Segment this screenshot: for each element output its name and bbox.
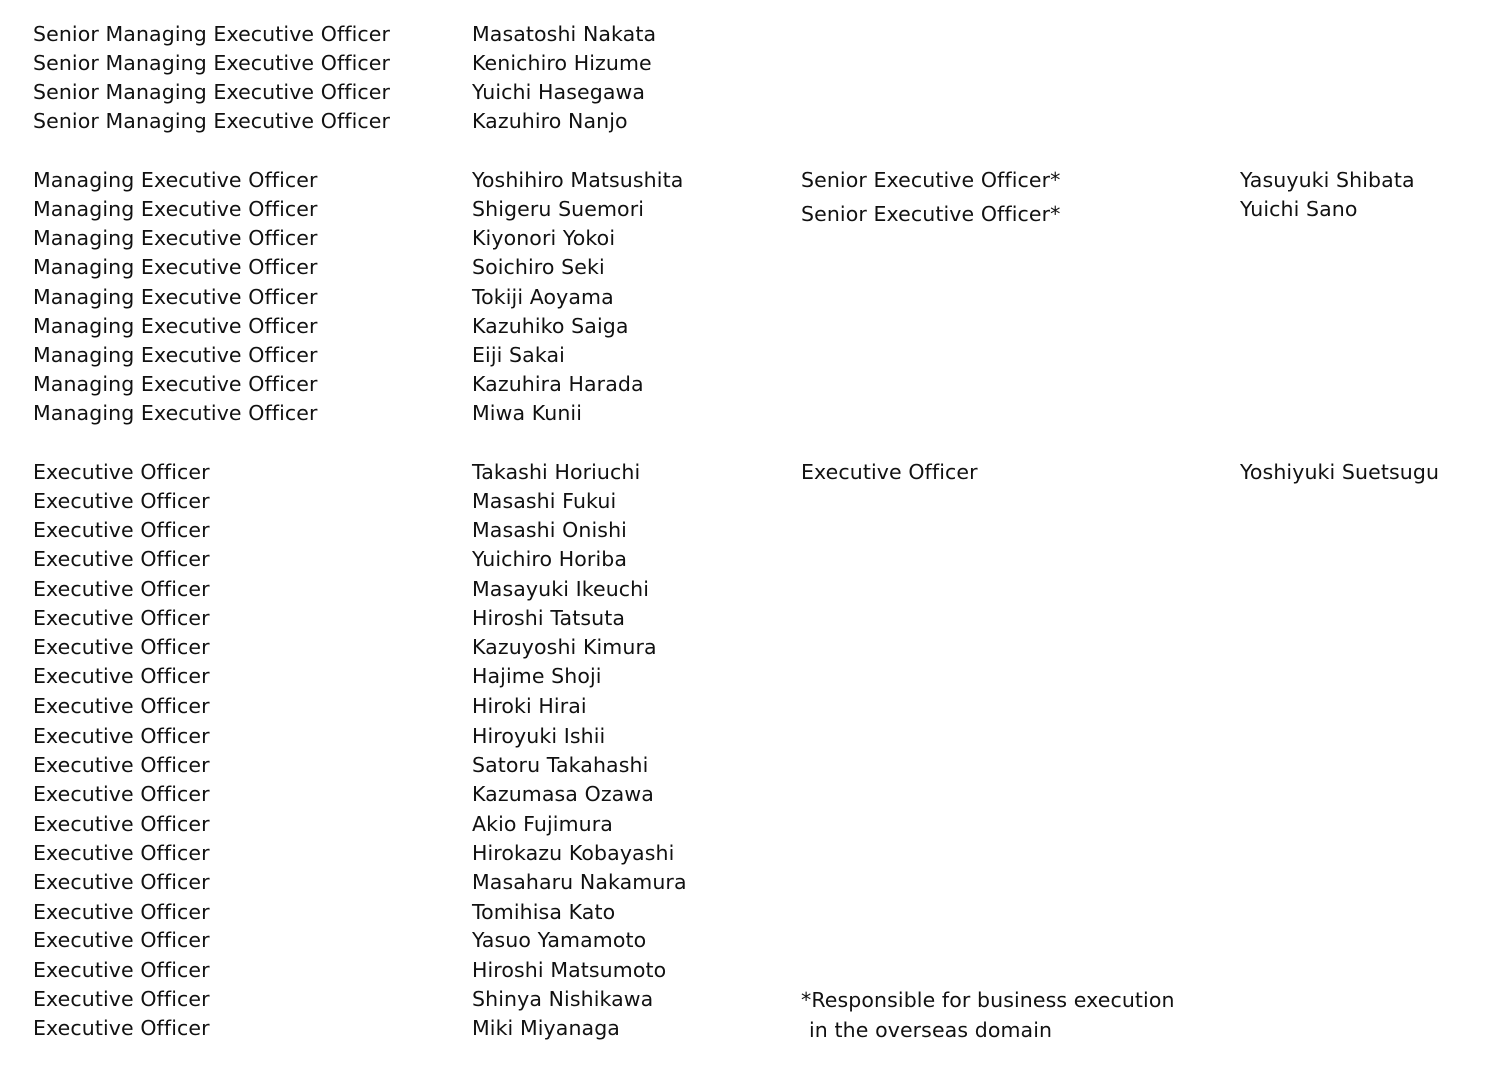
officer-name: Masashi Onishi xyxy=(472,518,627,542)
footnote-line: *Responsible for business execution xyxy=(801,988,1175,1012)
officer-title: Executive Officer xyxy=(33,460,210,484)
officer-title: Managing Executive Officer xyxy=(33,285,318,309)
officer-title: Managing Executive Officer xyxy=(33,343,318,367)
officer-title: Managing Executive Officer xyxy=(33,372,318,396)
officer-name: Hiroshi Tatsuta xyxy=(472,606,626,630)
officer-title: Executive Officer xyxy=(33,635,210,659)
officer-name: Hiroyuki Ishii xyxy=(472,724,606,748)
officer-title: Senior Managing Executive Officer xyxy=(33,109,391,133)
officer-name: Akio Fujimura xyxy=(472,812,613,836)
officer-title: Executive Officer xyxy=(33,489,210,513)
officer-title: Senior Managing Executive Officer xyxy=(33,51,391,75)
officer-name: Kazuhiko Saiga xyxy=(472,314,629,338)
officer-title: Executive Officer xyxy=(33,547,210,571)
officer-title: Senior Executive Officer* xyxy=(801,168,1061,192)
officer-name: Hiroshi Matsumoto xyxy=(472,958,667,982)
officer-title: Executive Officer xyxy=(33,664,210,688)
officer-name: Hajime Shoji xyxy=(472,664,602,688)
officer-title: Executive Officer xyxy=(33,753,210,777)
officer-name: Masatoshi Nakata xyxy=(472,22,657,46)
officer-name: Tomihisa Kato xyxy=(472,900,616,924)
officer-name: Kiyonori Yokoi xyxy=(472,226,616,250)
officer-title: Managing Executive Officer xyxy=(33,168,318,192)
officer-title: Executive Officer xyxy=(33,782,210,806)
officer-title: Executive Officer xyxy=(33,870,210,894)
footnote-line: in the overseas domain xyxy=(809,1018,1053,1042)
officer-title: Senior Executive Officer* xyxy=(801,202,1061,226)
officer-title: Managing Executive Officer xyxy=(33,255,318,279)
officer-title: Executive Officer xyxy=(33,987,210,1011)
officer-name: Masayuki Ikeuchi xyxy=(472,577,650,601)
officer-title: Senior Managing Executive Officer xyxy=(33,80,391,104)
officer-name: Eiji Sakai xyxy=(472,343,565,367)
officer-name: Hiroki Hirai xyxy=(472,694,587,718)
officer-name: Kazumasa Ozawa xyxy=(472,782,654,806)
officer-name: Soichiro Seki xyxy=(472,255,605,279)
officer-title: Executive Officer xyxy=(33,606,210,630)
officer-name: Masashi Fukui xyxy=(472,489,617,513)
officer-name: Yoshiyuki Suetsugu xyxy=(1240,460,1440,484)
officer-name: Masaharu Nakamura xyxy=(472,870,687,894)
officer-name: Miwa Kunii xyxy=(472,401,583,425)
officer-title: Executive Officer xyxy=(33,812,210,836)
officer-title: Executive Officer xyxy=(33,1016,210,1040)
officer-name: Shinya Nishikawa xyxy=(472,987,654,1011)
officer-name: Kazuhiro Nanjo xyxy=(472,109,628,133)
officer-name: Yoshihiro Matsushita xyxy=(472,168,684,192)
officer-name: Kazuyoshi Kimura xyxy=(472,635,657,659)
officer-name: Kenichiro Hizume xyxy=(472,51,652,75)
officer-name: Hirokazu Kobayashi xyxy=(472,841,675,865)
officer-title: Senior Managing Executive Officer xyxy=(33,22,391,46)
officer-title: Managing Executive Officer xyxy=(33,314,318,338)
officer-title: Executive Officer xyxy=(33,724,210,748)
officer-name: Yuichi Hasegawa xyxy=(472,80,646,104)
officer-name: Takashi Horiuchi xyxy=(472,460,641,484)
officer-name: Shigeru Suemori xyxy=(472,197,645,221)
officer-title: Managing Executive Officer xyxy=(33,401,318,425)
officer-title: Executive Officer xyxy=(33,577,210,601)
officer-name: Miki Miyanaga xyxy=(472,1016,620,1040)
officer-name: Yasuyuki Shibata xyxy=(1240,168,1415,192)
officer-title: Executive Officer xyxy=(33,958,210,982)
officer-name: Yuichiro Horiba xyxy=(472,547,628,571)
officer-name: Satoru Takahashi xyxy=(472,753,649,777)
officer-name: Tokiji Aoyama xyxy=(472,285,614,309)
officer-name: Yuichi Sano xyxy=(1240,197,1358,221)
officer-title: Executive Officer xyxy=(33,841,210,865)
officer-title: Executive Officer xyxy=(33,694,210,718)
officer-title: Managing Executive Officer xyxy=(33,226,318,250)
officer-title: Executive Officer xyxy=(33,518,210,542)
officer-title: Executive Officer xyxy=(33,928,210,952)
officer-title: Executive Officer xyxy=(801,460,978,484)
officer-title: Managing Executive Officer xyxy=(33,197,318,221)
officer-name: Yasuo Yamamoto xyxy=(472,928,647,952)
officer-title: Executive Officer xyxy=(33,900,210,924)
officer-name: Kazuhira Harada xyxy=(472,372,644,396)
